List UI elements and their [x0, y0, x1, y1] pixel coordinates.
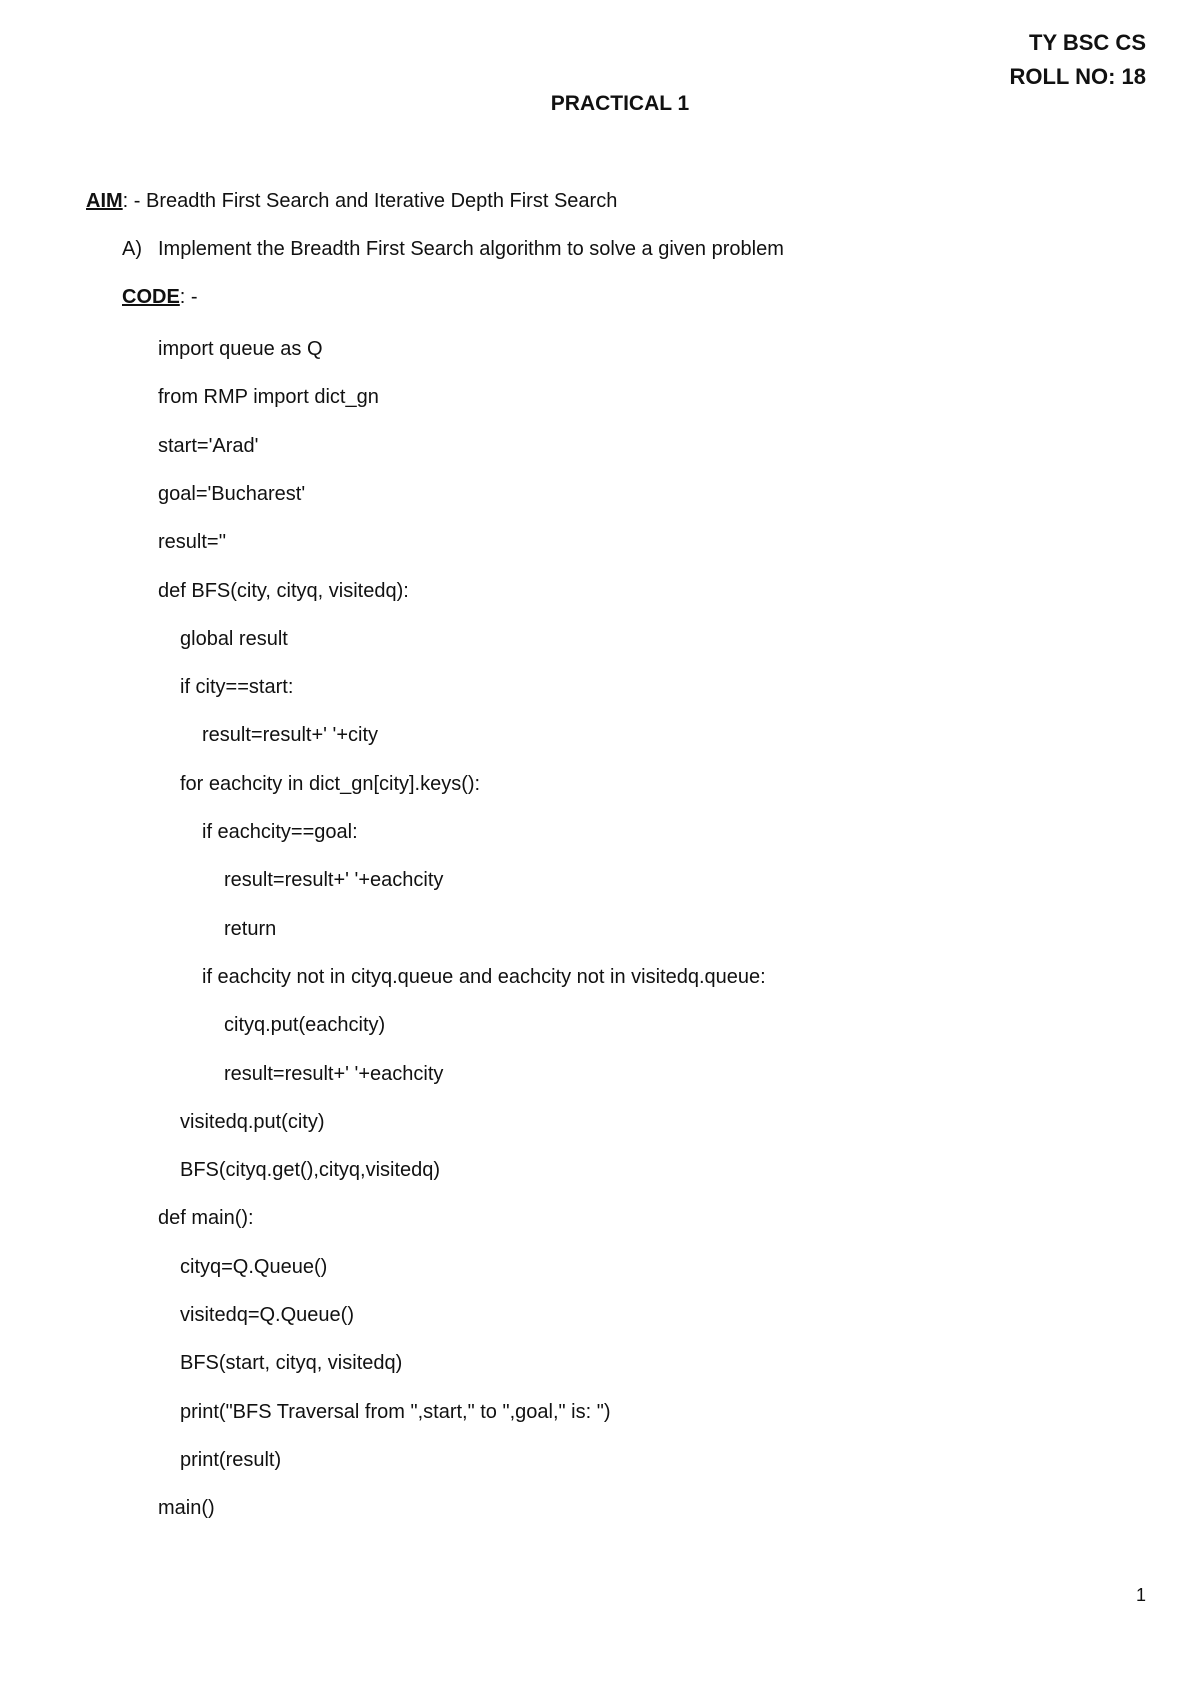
header-block [1009, 26, 1146, 94]
aim-line [86, 190, 617, 213]
class-line: TY BSC CS [1029, 30, 1146, 55]
code-line: BFS(cityq.get(),cityq,visitedq) [180, 1159, 441, 1181]
code-line: result=result+' '+eachcity [224, 1063, 444, 1085]
code-line: goal='Bucharest' [158, 483, 306, 505]
aim-text: : - Breadth First Search and Iterative Depth First Search [122, 190, 618, 212]
code-line: return [224, 918, 277, 940]
code-line: cityq.put(eachcity) [224, 1014, 386, 1036]
page-number: 1 [1135, 1585, 1146, 1605]
code-heading-label: CODE [122, 286, 180, 308]
roll-number: ROLL NO: 18 [1009, 64, 1146, 89]
code-line: global result [180, 628, 288, 650]
code-line: def main(): [158, 1207, 254, 1229]
task-text: Implement the Breadth First Search algorithm to solve a given problem [158, 238, 784, 260]
page-title: PRACTICAL 1 [550, 92, 690, 115]
code-line: visitedq=Q.Queue() [180, 1304, 354, 1326]
code-line: def BFS(city, cityq, visitedq): [158, 580, 409, 602]
code-line: for eachcity in dict_gn[city].keys(): [180, 773, 481, 795]
code-line: BFS(start, cityq, visitedq) [180, 1352, 403, 1374]
code-heading [122, 286, 198, 309]
code-line: print("BFS Traversal from ",start," to ",goal," is: ") [180, 1401, 611, 1423]
code-line: if city==start: [180, 676, 294, 698]
task-letter: A) [122, 238, 142, 260]
code-heading-suffix: : - [179, 286, 198, 308]
code-line: start='Arad' [158, 435, 259, 457]
task-line [122, 238, 784, 261]
code-line: main() [158, 1497, 215, 1519]
code-line: print(result) [180, 1449, 282, 1471]
code-line: if eachcity not in cityq.queue and eachcity not in visitedq.queue: [202, 966, 766, 988]
code-line: result='' [158, 531, 227, 553]
code-line: result=result+' '+eachcity [224, 869, 444, 891]
code-line: from RMP import dict_gn [158, 386, 379, 408]
code-line: visitedq.put(city) [180, 1111, 325, 1133]
code-line: result=result+' '+city [202, 724, 379, 746]
code-line: import queue as Q [158, 338, 323, 360]
code-line: cityq=Q.Queue() [180, 1256, 328, 1278]
aim-label: AIM [86, 190, 123, 212]
code-line: if eachcity==goal: [202, 821, 358, 843]
